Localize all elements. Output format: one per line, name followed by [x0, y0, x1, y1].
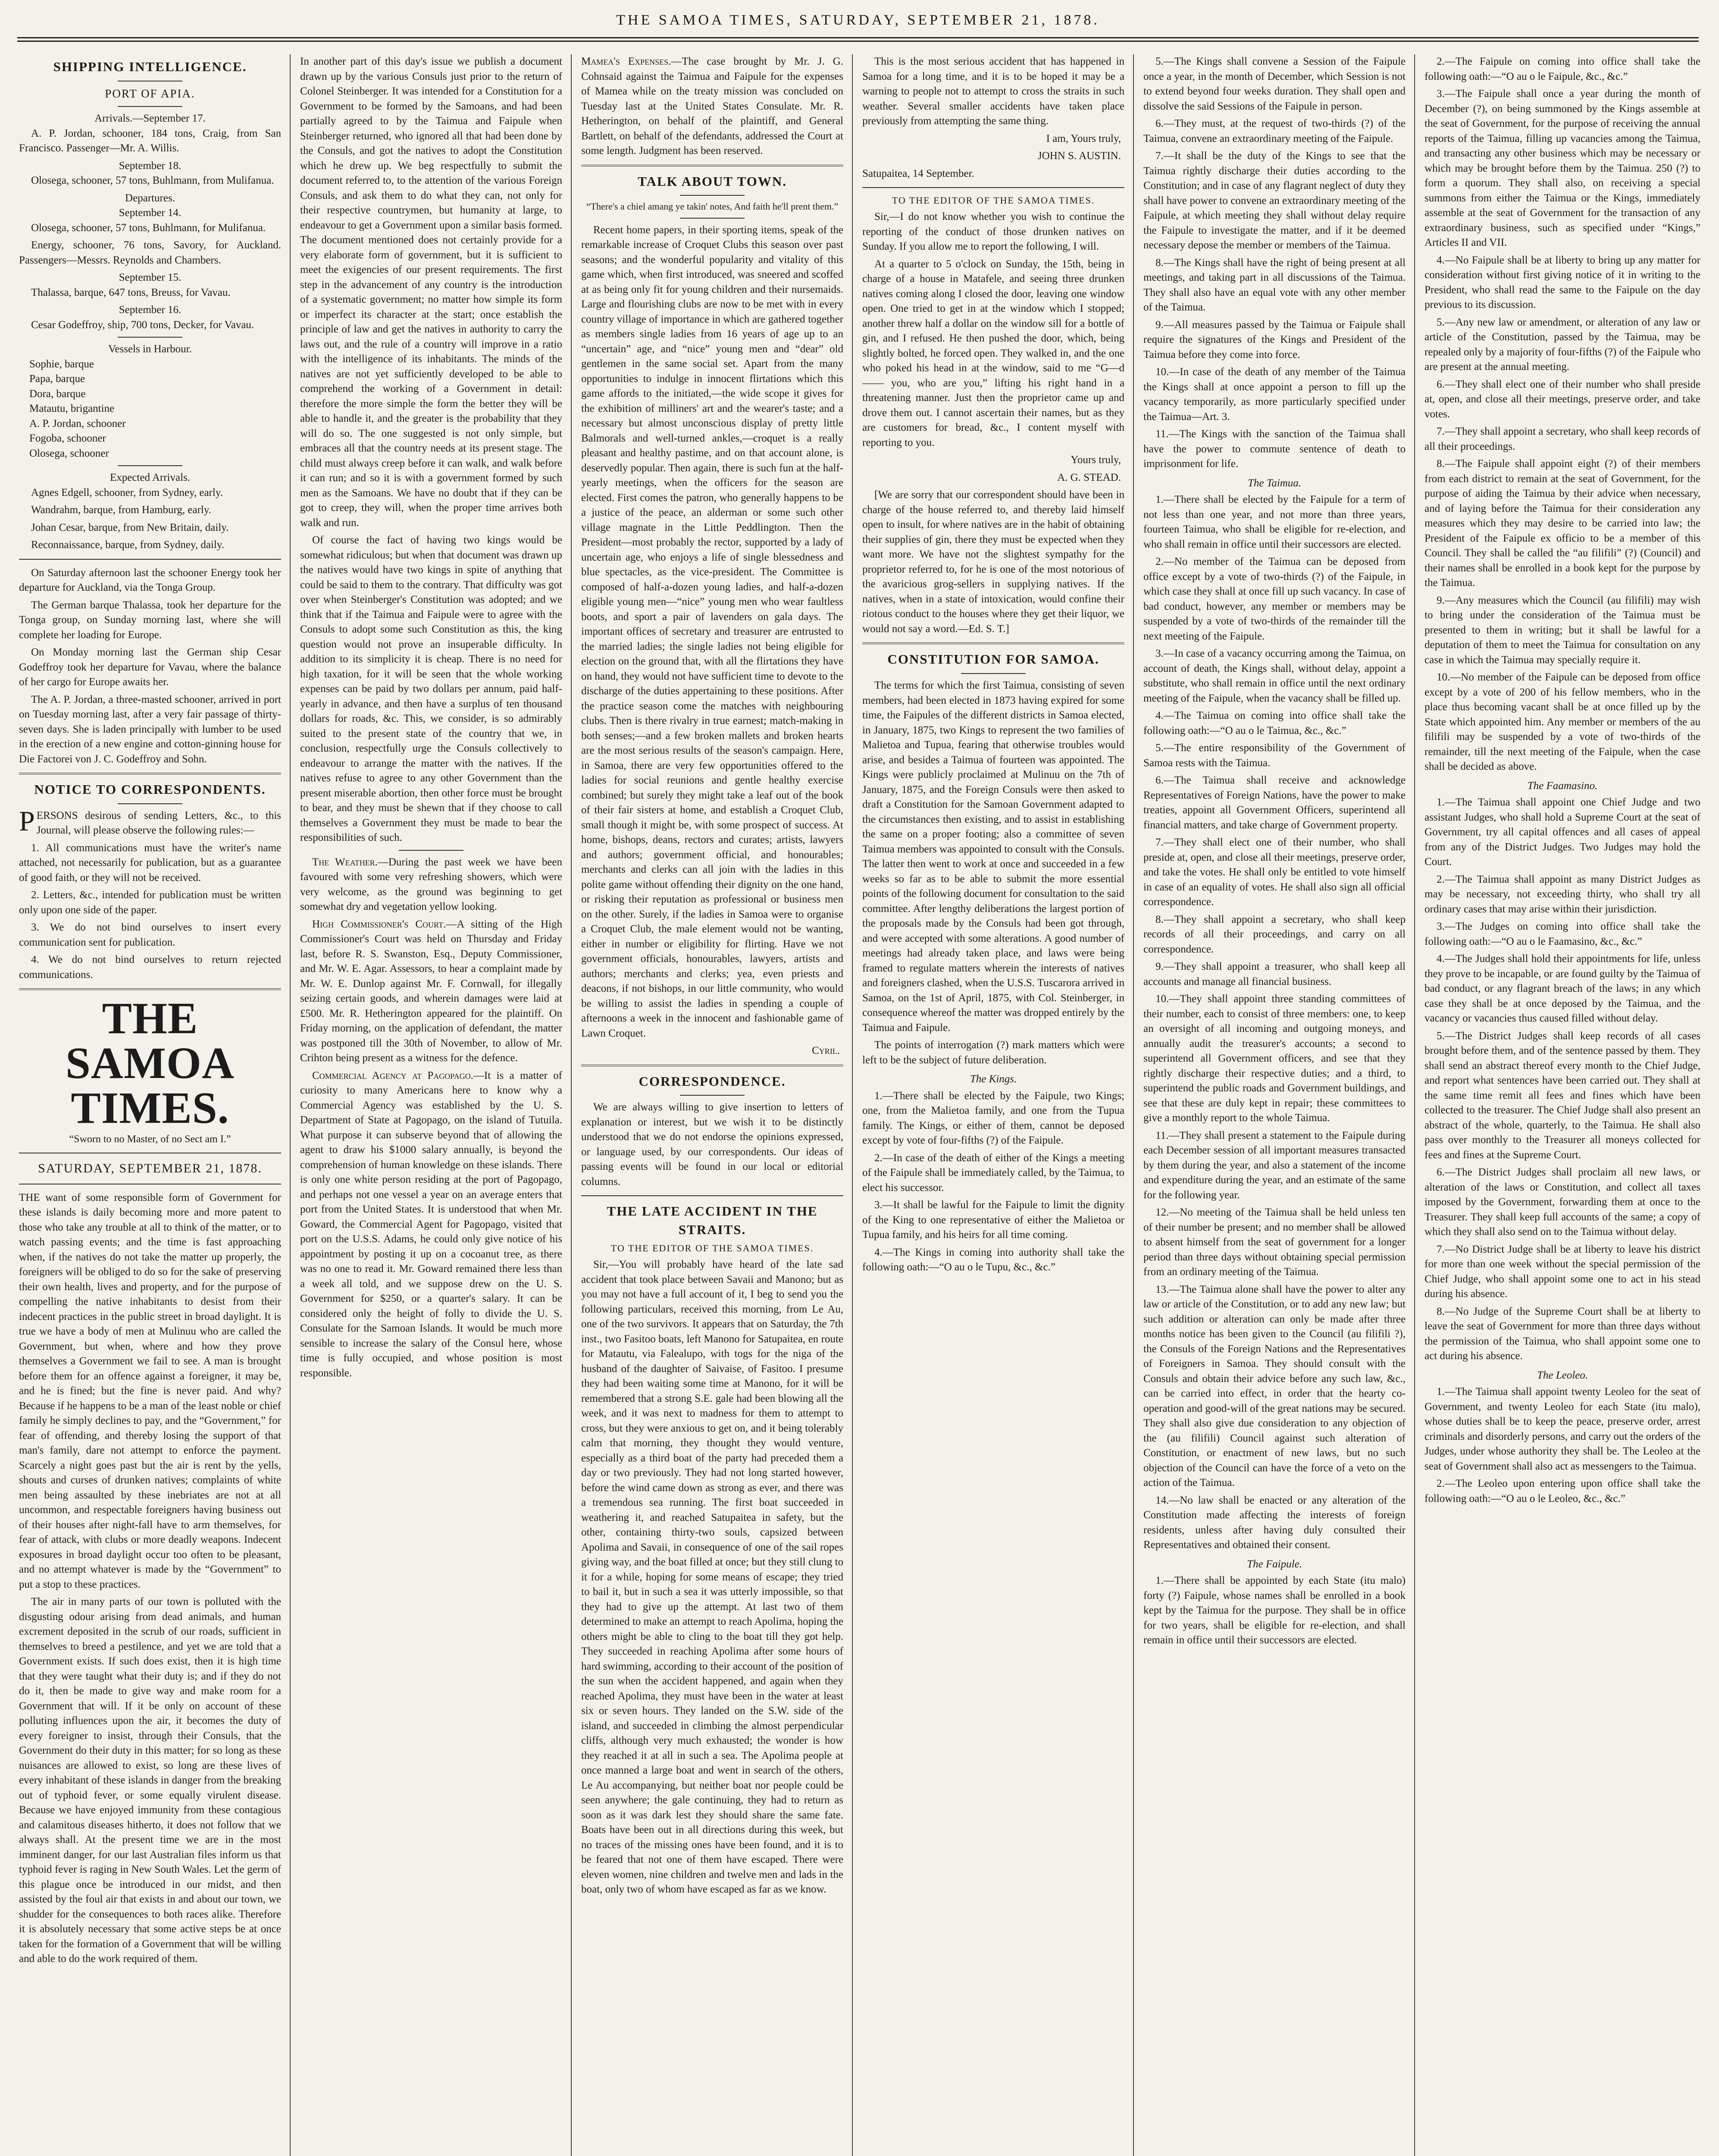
faamasino-article: 8.—No Judge of the Supreme Court shall be at liberty to leave the seat of Government for more than three days without the permission of the Taimua, who shall appoint some one to act during his absence. [1425, 1305, 1700, 1362]
faamasino-article: 6.—The District Judges shall proclaim all new laws, or alteration of the laws or Constitution, and collect all taxes imposed by the Government, forwarding them at once to the Treasurer. They shall keep full accounts of the same; a copy of which they shall also send on to the Taimua without delay. [1425, 1166, 1700, 1238]
column-4 [862, 54, 1124, 2156]
local-text: —During the past week we have been favoured with some very refreshing showers, which were very welcome, as the ground was beginning to get somewhat dry and vegetation yellow looking. [300, 856, 562, 912]
stead-letter: Sir,—I do not know whether you wish to continue the reporting of the conduct of those drunken natives on Sunday. If you allow me to report the following, I will. [862, 211, 1124, 253]
departure-entry: Olosega, schooner, 57 tons, Buhlmann, for Mulifanua. [31, 222, 266, 234]
taimua-article: 12.—No meeting of the Taimua shall be held unless ten of their number be present; and no member shall be allowed to absent himself from the seat of government for a longer period than three days without obtaining special permission from an ordinary meeting of the Taimua. [1143, 1206, 1406, 1278]
vessel-entry: Fogoba, schooner [29, 432, 106, 445]
taimua-article: 11.—They shall present a statement to the Faipule during each December session of all important measures transacted by them during the year, and also a statement of the income and expenditure during the year, and an estimate of the same for the following year. [1143, 1129, 1406, 1201]
letter-date: Satupaitea, 14 September. [862, 167, 974, 179]
masthead-motto: “Sworn to no Master, of no Sect am I.” [69, 1134, 231, 1145]
talk-signature: Cyril. [812, 1045, 840, 1057]
constitution-heading: CONSTITUTION FOR SAMOA. [887, 652, 1099, 667]
constitution-intro: The terms for which the first Taimua, consisting of seven members, had been elected in 1873 having expired for some time, the Faipules of the different districts in Samoa elected, in January, 1875, two Kings to represent the two families of Malietoa and Tupua, fearing that otherwise troubles would arise, and besides a Taimua of fourteen was appointed. The Kings were publicly proclaimed at Mulinuu on the 7th of January, 1875, and the Foreign Consuls were then asked to draft a Constitution for the Samoan Government adapted to the circumstances then existing, and to assist in establishing the same on a proper footing; also a committee of seven Taimua members was appointed to consult with the Consuls. The latter then went to work at once and succeeded in a few weeks so far as to be able to submit the more essential points of the following document for consultation to the said committee. After lengthy deliberations the largest portion of the proposals made by the Consuls had been got through, and were accepted with some alterations. A good number of meetings had already taken place, and laws were being framed to regulate matters wherein the interests of natives and foreigners clashed, when the U.S.S. Tuscarora arrived in Samoa, on the 1st of April, 1875, with Col. Steinberger, in consequence whereof the matter was dropped entirely by the Taimua and Faipule. [862, 680, 1124, 1034]
faamasino-article: 1.—The Taimua shall appoint one Chief Judge and two assistant Judges, who shall hold a Supreme Court at the seat of Government, try all capital offences and all cases of appeal from any of the District Judges. Two Judges may hold the Court. [1425, 796, 1700, 868]
taimua-article: 4.—The Taimua on coming into office shall take the following oath:—“O au o le Taimua, &c., &c.” [1143, 710, 1406, 736]
correspondence-notice: We are always willing to give insertion to letters of explanation or interest, but we wish it to be distinctly understood that we do not endorse the opinions expressed, or language used, by our correspondents. Our ideas of passing events will be found in our local or editorial columns. [581, 1101, 843, 1188]
kings-heading: The Kings. [970, 1073, 1017, 1085]
letter-signature: JOHN S. AUSTIN. [1037, 150, 1121, 162]
leader-paragraph: Of course the fact of having two kings would be somewhat ridiculous; but when that document was drawn up the natives would have two kings in spite of anything that could be said to them to the contrary. That difficulty was got over when Steinberger's Constitution was adopted; and we think that if the Taimua and Faipule were to agree with the Consuls to adopt some such Constitution as this, the king question would not prove an insuperable difficulty. In addition to its simplicity it is cheap. There is no need for high taxation, for it will be seen that the whole working expenses can be paid by two dollars per annum, paid half-yearly in advance, and then have a surplus of ten thousand dollars for roads, &c. This, we consider, is so admirably suited to the present state of the country that we, in conclusion, respectfully urge the Consuls collectively to endeavour to arrange the matter with the natives. If the natives refuse to agree to any other Government than the present miserable abortion, then other force must be brought to bear, and they must be shewn that if they choose to call themselves a Government they must be made to bear the responsibilities of such. [300, 534, 562, 843]
arrivals-heading: Arrivals.—September 17. [94, 113, 206, 125]
taimua-article: 1.—There shall be elected by the Faipule for a term of not less than one year, and not more than three years, fourteen Taimua, who shall be eligible for re-election, and who shall remain in office until their successors are elected. [1143, 494, 1406, 550]
faipule-article: 10.—No member of the Faipule can be deposed from office except by a vote of 200 of his fellow members, who in the place thus becoming vacant shall be at once filled up by the State which appointed him. Any member or members of the au filifili may be suspended by a vote of two-thirds of the remainder, till the next meeting of the Faipule, when the case shall be decided as above. [1425, 671, 1700, 772]
editor-note: [We are sorry that our correspondent should have been in charge of the house referred to, and thereby laid himself open to insult, for where natives are in the habit of obtaining their supplies of gin, there they must be expected when they want more. We have not the slightest sympathy for the proprietor referred to, for he is one of the most notorious of the avaricious grog-sellers in supplying natives. If the natives, when in a state of intoxication, would confine their riotous conduct to the houses where they get their liquor, we would not say a word.—Ed. S. T.] [862, 489, 1124, 635]
faamasino-article: 2.—The Taimua shall appoint as many District Judges as may be necessary, not exceeding thirty, who shall try all ordinary cases that may arise within their jurisdiction. [1425, 873, 1700, 915]
faamasino-heading: The Faamasino. [1527, 780, 1598, 792]
correspondents-intro: PERSONS desirous of sending Letters, &c., to this Journal, will please observe the following rules:— [19, 805, 281, 837]
correspondents-heading: NOTICE TO CORRESPONDENTS. [34, 782, 266, 797]
local-text: —The case brought by Mr. J. G. Cohnsaid against the Taimua and Faipule for the expenses of Mamea while on the treaty mission was concluded on Tuesday last at the United States Consulate. Mr. R. Hetherington, on behalf of the plaintiff, and General Bartlett, on behalf of the defendants, addressed the Court at some length. Judgment has been reserved. [581, 56, 843, 157]
faipule-article: 2.—The Faipule on coming into office shall take the following oath:—“O au o le Faipule, &c., &c.” [1425, 56, 1700, 82]
correspondents-rule: 4. We do not bind ourselves to return rejected communications. [19, 954, 281, 981]
constitution-intro: The points of interrogation (?) mark matters which were left to be the subject of future deliberation. [862, 1039, 1124, 1066]
divider [680, 1095, 745, 1096]
faipule-article: 8.—The Faipule shall appoint eight (?) of their members from each district to remain at the seat of Government, for the purpose of aiding the Taimua by their advice when necessary, and of laying before the Taimua for their consideration any measures which they may desire to be carried into law; the President of the Faipule ex officio to be a member of this Council. They shall be called the “au filifili” (?) (Council) and their names shall be enrolled in a book kept for the purpose by the Taimua. [1425, 458, 1700, 589]
faipule-article: 1.—There shall be appointed by each State (itu malo) forty (?) Faipule, whose names shall be enrolled in a book kept by the Taimua for the purpose. They shall be in office for two years, shall be eligible for re-election, and shall remain in office until their successors are elected. [1143, 1575, 1406, 1646]
column-5 [1143, 54, 1406, 2156]
issue-date: SATURDAY, SEPTEMBER 21, 1878. [38, 1161, 262, 1176]
faamasino-article: 4.—The Judges shall hold their appointments for life, unless they prove to be incapable, or are found guilty by the Taimua of bad conduct, or any flagrant breach of the laws; in any which case they shall be at once deposed by the Taimua, and the vacancy or vacancies thus caused filled without delay. [1425, 953, 1700, 1024]
kings-article: 3.—It shall be lawful for the Faipule to limit the dignity of the King to one representative of either the Malietoa or Tupua family, and his heirs for all time coming. [862, 1199, 1124, 1241]
correspondents-rule: 1. All communications must have the writer's name attached, not necessarily for publication, but as a guarantee of good faith, or they will not be received. [19, 842, 281, 884]
kings-article: 4.—The Kings in coming into authority shall take the following oath:—“O au o le Tupu, &c., &c.” [862, 1246, 1124, 1273]
date-subheading: September 14. [119, 207, 182, 219]
taimua-article: 5.—The entire responsibility of the Government of Samoa rests with the Taimua. [1143, 742, 1406, 769]
departure-entry: Cesar Godeffroy, ship, 700 tons, Decker, for Vavau. [31, 319, 254, 331]
column-rule [852, 54, 853, 2156]
faipule-article: 7.—They shall appoint a secretary, who shall keep records of all their proceedings. [1425, 426, 1700, 452]
port-heading: PORT OF APIA. [105, 87, 195, 100]
divider [118, 803, 182, 804]
vessel-entry: Dora, barque [29, 388, 86, 400]
divider [19, 1184, 281, 1185]
column-rule [1414, 54, 1415, 2156]
vessel-entry: Olosega, schooner [29, 447, 109, 459]
departures-heading: Departures. [125, 192, 175, 204]
kings-article: 9.—All measures passed by the Taimua or Faipule shall require the signatures of the Kings and President of the Taimua before they come into force. [1143, 319, 1406, 360]
stead-letter: At a quarter to 5 o'clock on Sunday, the 15th, being in charge of a house in Matafele, and seeing three drunken natives coming along I closed the door, leaving one window open. One tried to get in at the window which I stopped; another threw half a dollar on the window sill for a bottle of gin, and I refused. He then pushed the door, which, being slightly bolted, he forced open. They walked in, and the one who poked his head in at the window, said to me “G—d—— you, who are you,” lifting his right hand in a threatening manner. Just then the proprietor came up and drove them out. I cannot ascertain their names, but as they are customers for bread, &c., I content myself with reporting to you. [862, 258, 1124, 448]
local-lead: Mamea's Expenses. [581, 56, 671, 67]
faipule-article: 6.—They shall elect one of their number who shall preside at, open, and close all their meetings, preserve order, and take votes. [1425, 378, 1700, 420]
local-lead: The Weather. [312, 856, 378, 868]
correspondence-heading: CORRESPONDENCE. [639, 1073, 786, 1089]
to-editor: TO THE EDITOR OF THE SAMOA TIMES. [892, 195, 1095, 206]
divider [581, 1065, 843, 1066]
letter-signature: A. G. STEAD. [1057, 471, 1121, 483]
running-head: THE SAMOA TIMES, SATURDAY, SEPTEMBER 21, 1878. [616, 12, 1100, 28]
faamasino-article: 7.—No District Judge shall be at liberty to leave his district for more than one week without the special permission of the Chief Judge, who shall appoint some one to act in his stead during his absence. [1425, 1243, 1700, 1300]
divider [19, 988, 281, 990]
talk-heading: TALK ABOUT TOWN. [638, 173, 787, 189]
local-text: —It is a matter of curiosity to many Americans here to know why a Commercial Agency was established by the U. S. Department of State at Pagopago, on the island of Tutuila. What purpose it can subserve beyond that of allowing the agent to draw his $1000 salary annually, is beyond the comprehension of human knowledge on these islands. There is only one white person residing at the port of Pagopago, and perhaps not one vessel a year on an average enters that port from the United States. It is understood that when Mr. Goward, the Commercial Agent for Pagopago, visited that port on the U.S.S. Adams, he could only give notice of his appointment by posting it up on a cocoanut tree, as there was no one to read it. Mr. Goward remained there less than a week all told, and we suppose drew on the U. S. Government for $250, or a quarter's salary. It can be considered only the height of folly to divide the U. S. Consulate for the Samoan Islands. It would be much more sensible to increase the salary of the Consul here, whose time is fully occupied, and whose position is most responsible. [300, 1069, 562, 1379]
divider [961, 673, 1026, 674]
expected-entry: Wandrahm, barque, from Hamburg, early. [31, 504, 211, 516]
vessels-heading: Vessels in Harbour. [108, 343, 192, 355]
column-rule [290, 54, 291, 2156]
column-rule [1133, 54, 1134, 2156]
divider [399, 850, 463, 851]
column-3 [581, 54, 843, 2156]
talk-quote: “There's a chiel amang ye takin' notes, And faith he'll prent them.” [586, 201, 839, 212]
column-2 [300, 54, 562, 2156]
masthead-title: THE SAMOA TIMES. [65, 993, 235, 1133]
taimua-article: 7.—They shall elect one of their number, who shall preside at, open, and close all their meetings, preserve order, and take the votes. He shall only be entitled to vote himself in case of an equality of votes. He shall also sign all official correspondence. [1143, 837, 1406, 908]
taimua-article: 2.—No member of the Taimua can be deposed from office except by a vote of two-thirds (?) of the Faipule, in which case they shall at once fill up such vacancy. In case of bad conduct, however, any member or members may be suspended by a vote of two-thirds of the remainder till the next meeting of the Faipule. [1143, 556, 1406, 642]
kings-article: 1.—There shall be elected by the Faipule, two Kings; one, from the Malietoa family, and one from the Tupua family. The Kings, or either of them, cannot be deposed except by vote of four-fifths (?) of the Faipule. [862, 1090, 1124, 1147]
straits-letter: Sir,—You will probably have heard of the late sad accident that took place between Savaii and Manono; but as you may not have a full account of it, I beg to send you the following particulars, received this morning, from Le Au, one of the two survivors. It appears that on Saturday, the 7th inst., two Fasitoo boats, left Manono for Satupaitea, en route for Matautu, via Falealupo, with togs for the niga of the husband of the daughter of Saivaise, of Fasitoo. I presume they had been waiting some time at Manono, for it will be remembered that a strong S.E. gale had been blowing all the week, and it was next to madness for them to attempt to cross, but they were anxious to get on, and it being tolerably calm that morning, they thought they would venture, especially as a third boat of the party had preceded them a day or two previously. They had not long started however, before the wind came down as strong as ever, and there was a tremendous sea running. The first boat succeeded in weathering it, and reached Satupaitea in safety, but the other, containing thirty-two souls, capsized between Apolima and Savaii, in consequence of one of the sail ropes giving way, and the boat filled at once; but they still clung to it for a while, hoping for some means of escape; they tried to bail it, but in such a sea it was utterly impossible, so that they had to give up the attempt. At last two of them determined to make an attempt to reach Apolima, hoping the others might be able to cling to the boat till they got help. They succeeded in reaching Apolima after some hours of hard swimming, according to their account of the position of the sun when the accident happened, and again when they reached Apolima, they must have been in the water at least six or seven hours. They landed on the S.W. side of the island, and succeeded in climbing the almost perpendicular cliffs, although very much exhausted; the wonder is how they reached it at all in such a sea. The Apolima people at once manned a large boat and went in search of the others, Le Au accompanying, but neither boat nor people could be seen anywhere; the gale continuing, they had to return as soon as it was dark lest they should share the same fate. Boats have been out in all directions during this week, but no traces of the missing ones have been found, and it is to be feared that not one of them have escaped. There were eleven women, nine children and twelve men and lads in the boat, only two of whom have escaped as far as we know. [581, 1259, 843, 1896]
shipping-note: The German barque Thalassa, took her departure for the Tonga group, on Sunday morning last, where she will complete her loading for Europe. [19, 599, 281, 641]
date-subheading: September 16. [119, 304, 182, 316]
shipping-note: On Monday morning last the German ship Cesar Godeffroy took her departure for Vavau, where the balance of her cargo for Europe awaits her. [19, 646, 281, 688]
divider [118, 337, 182, 338]
local-court [300, 917, 562, 1066]
arrival-entry: A. P. Jordan, schooner, 184 tons, Craig, from San Francisco. Passenger—Mr. A. Willis. [19, 127, 281, 154]
local-lead: High Commissioner's Court. [312, 918, 446, 930]
talk-paragraph: Recent home papers, in their sporting items, speak of the remarkable increase of Croquet Clubs this season over past seasons; and the wonderful popularity and vitality of this game which, when first introduced, was sneered and scoffed at as being only fit for young children and their nursemaids. Large and flourishing clubs are now to be met with in every country village of importance in which are gathered together as members single ladies from 16 years of age up to an “uncertain” age, and “nice” young men and “dear” old gentlemen in the same social set. Apart from the many opportunities to indulge in innocent flirtations which this game affords to the initiated,—the wide scope it gives for the exhibition of milliners' art and the wearer's taste; and a necessary but almost unconscious display of pretty little Balmorals and well-turned ankles,—croquet is a really pleasant and healthy pastime, and on that account alone, is deservedly popular. Then again, there is such fun at the half-yearly meetings, when the officers for the season are elected. First comes the patron, who generally happens to be a justice of the peace, an alderman or some such other village magnate in the Little Peddlington. Then the President—most probably the rector, supported by a lady of uncertain age, who enjoys a life of single blessedness and blue spectacles, as the vice-president. The Committee is composed of half-a-dozen young ladies, and half-a-dozen eligible young men—“nice” young men who wear faultless boots, and sport a pair of lavenders on gala days. The important offices of secretary and treasurer are entrusted to the married ladies; the single ladies not being eligible for election on the ground that, with all the flirtations they have on hand, they would not have sufficient time to devote to the discharge of the duties appertaining to these positions. After the practice season come the matches with neighbouring clubs. Then is there rivalry in true earnest; match-making in both senses;—and a few broken mallets and broken hearts are the most serious results of the season's campaign. Here, in Samoa, there are very few opportunities offered to the ladies for social reunions and gentle healthy exercise combined; but surely they might take a leaf out of the book of their fair sisters at home, and establish a Croquet Club, small though it might be, with some prospect of success. At home, bishops, deans, rectors and curates; artists, lawyers and authors; government official, and honourables; merchants and clerks can all join with the ladies in this polite game without offending their dignity on the one hand, or risking their reputation as professional or business men on the other. Surely, if the ladies in Samoa were to organise a Croquet Club, the male element would not be wanting, either in number or eligibility for flirting. Have we not government officials, honourables, lawyers, artists and authors; merchants and clerks; yea, even priests and deacons, if not bishops, in our little community, who would be willing to assist the ladies in spending a couple of afternoons a week in the innocent and fashionable game of Lawn Croquet. [581, 224, 843, 1039]
leader-paragraph: The air in many parts of our town is polluted with the disgusting odour arising from dead animals, and human excrement deposited in the scrub of our roads, sufficient in themselves to breed a pestilence, and yet we are told that a Government exists. If such does exist, then it is high time that they were taught what their duty is; and if they do not do it, then be made to give way and make room for a Government that will. If it be only on account of these polluting influences upon the air, it becomes the duty of every foreigner to insist, through their Consuls, that the Government do their duty in this matter; for so long as these nuisances are allowed to exist, so long are these lives of every inhabitant of these islands in danger from the breaking out of typhoid fever, or some equally virulent disease. Because we have enjoyed immunity from these contagious and calamitous diseases hitherto, it does not follow that we always shall. At the present time we are in the most imminent danger, for our last Australian files inform us that typhoid fever is raging in New South Wales. Let the germ of this plague once be introduced in our midst, and then assisted by the foul air that exists in and about our town, we shudder for the consequences to both races alike. Therefore it is absolutely necessary that some active steps be at once taken for the formation of a Government that will be willing and able to do the work required of them. [19, 1596, 281, 1965]
expected-heading: Expected Arrivals. [110, 472, 191, 484]
shipping-note: The A. P. Jordan, a three-masted schooner, arrived in port on Tuesday morning last, after a very fair passage of thirty-seven days. She is laden principally with lumber to be used in the erection of a new engine and cotton-ginning house for Die Factorei von J. C. Godeffroy and Sohn. [19, 693, 281, 765]
divider [680, 218, 745, 219]
local-text: —A sitting of the High Commissioner's Court was held on Thursday and Friday last, before R. S. Swanston, Esq., Deputy Commissioner, and Mr. W. E. Agar. Assessors, to hear a complaint made by Mr. W. E. Dunlop against Mr. F. Cornwall, for illegally seizing certain goods, and wherein damages were laid at £500. Mr. R. Hetherington appeared for the plaintiff. On Friday morning, on the application of defendant, the matter was postponed till the 30th of November, to allow of Mr. Crihton being present as a witness for the defence. [300, 918, 562, 1064]
letter-close: I am, Yours truly, [1046, 132, 1121, 144]
departure-entry: Thalassa, barque, 647 tons, Breuss, for Vavau. [31, 286, 231, 298]
faipule-article: 9.—Any measures which the Council (au filifili) may wish to bring under the consideration of the Taimua must be presented to them in writing; but it shall be lawful for a deputation of them to meet the Taimua for consultation on any case in which the Taimua may specially require it. [1425, 594, 1700, 666]
taimua-article: 14.—No law shall be enacted or any alteration of the Constitution made affecting the interests of foreign residents, unless after having duly consulted their Representatives and obtained their consent. [1143, 1494, 1406, 1551]
vessel-entry: Sophie, barque [29, 358, 94, 370]
leoleo-article: 1.—The Taimua shall appoint twenty Leoleo for the seat of Government, and twenty Leoleo for each State (itu malo), whose duties shall be to keep the peace, preserve order, arrest criminals and disorderly persons, and carry out the orders of the Judges, under whose authority they shall be. The Leoleo at the seat of Government shall also act as messengers to the Taimua. [1425, 1386, 1700, 1472]
taimua-article: 8.—They shall appoint a secretary, who shall keep records of all their proceedings, and carry on all correspondence. [1143, 913, 1406, 955]
local-weather [300, 855, 562, 915]
divider [19, 773, 281, 774]
kings-article: 11.—The Kings with the sanction of the Taimua shall have the power to commute sentence of death to imprisonment for life. [1143, 428, 1406, 470]
expected-entry: Agnes Edgell, schooner, from Sydney, early. [31, 486, 223, 498]
divider [581, 165, 843, 166]
divider [680, 195, 745, 196]
divider [581, 1195, 843, 1196]
leoleo-heading: The Leoleo. [1537, 1369, 1588, 1381]
header-rule [17, 37, 1699, 38]
date-subheading: September 18. [119, 160, 182, 172]
vessel-entry: Matautu, brigantine [29, 403, 115, 415]
column-1 [19, 54, 281, 2156]
letter-close: Yours truly, [1071, 454, 1121, 466]
kings-article: 2.—In case of the death of either of the Kings a meeting of the Faipule shall be immediately called, by the Taimua, to elect his successor. [862, 1152, 1124, 1194]
date-subheading: September 15. [119, 272, 182, 284]
arrival-entry: Olosega, schooner, 57 tons, Buhlmann, from Mulifanua. [31, 175, 274, 187]
local-lead: Commercial Agency at Pagopago. [312, 1069, 473, 1081]
taimua-article: 6.—The Taimua shall receive and acknowledge Representatives of Foreign Nations, have the power to make treaties, appoint all Government Officers, superintend all financial matters, and take charge of Government property. [1143, 774, 1406, 831]
divider [118, 106, 182, 107]
faipule-heading: The Faipule. [1247, 1558, 1302, 1570]
divider [19, 559, 281, 560]
kings-article: 8.—The Kings shall have the right of being present at all meetings, and taking part in all discussions of the Taimua. They shall also have an equal vote with any other member of the Taimua. [1143, 257, 1406, 313]
correspondents-rule: 2. Letters, &c., intended for publication must be written only upon one side of the paper. [19, 889, 281, 916]
straits-heading: THE LATE ACCIDENT IN THE STRAITS. [607, 1203, 818, 1238]
shipping-heading: SHIPPING INTELLIGENCE. [53, 59, 247, 74]
taimua-article: 3.—In case of a vacancy occurring among the Taimua, on account of death, the Kings shall, without delay, appoint a substitute, who shall remain in office until the next ordinary meeting of the Faipule, when the vacancy shall be filled up. [1143, 648, 1406, 704]
divider [862, 187, 1124, 188]
to-editor: TO THE EDITOR OF THE SAMOA TIMES. [611, 1242, 814, 1253]
local-agency [300, 1069, 562, 1381]
faipule-article: 5.—Any new law or amendment, or alteration of any law or article of the Constitution, passed by the Taimua, may be repealed only by a majority of four-fifths (?) of the Faipule who are present at the annual meeting. [1425, 316, 1700, 373]
kings-article: 7.—It shall be the duty of the Kings to see that the Taimua rightly discharge their duties according to the Constitution; and in case of any flagrant neglect of duty they shall have power to convene an extraordinary meeting of the Faipule, at which meeting they shall without delay require the Faipule to investigate the matter, and if it be deemed necessary depose the member or members of the Taimua. [1143, 150, 1406, 251]
header-rule-thin [17, 41, 1699, 42]
taimua-heading: The Taimua. [1247, 477, 1302, 489]
shipping-note: On Saturday afternoon last the schooner Energy took her departure for Auckland, via the Tonga Group. [19, 567, 281, 594]
leader-paragraph: THE want of some responsible form of Government for these islands is daily becoming more and more patent to those who take any trouble at all to think of the matter, or to watch passing events; and the time is fast approaching when, if the natives do not take the matter up properly, the foreigners will be obliged to do so for the sake of preserving their own health, lives and property, and for the purpose of compelling the native inhabitants to desist from their indecent practices in the public street in broad daylight. It is true we have a body of men at Mulinuu who are called the Government, but when, where and how they prove themselves a Government we fail to see. A man is brought before them for an offence against a foreigner, it may be, and he is fined; but the fine is never paid. And why? Because if he happens to be a man of the least noble or chief family he simply declines to pay, and the “Government,” for fear of offending, and thereby losing the support of that man's family, dare not attempt to enforce the payment. Scarcely a night goes past but the air is rent by the yells, shouts and curses of drunken natives; complaints of white men being assaulted by these inebriates are not at all uncommon, and respectable foreigners having business out of their houses after night-fall have to arm themselves, for fear of attack, with clubs or more deadly weapons. Indecent exposures in broad daylight occur too often to be pleasant, and no attempt whatever is made by the “Government” to put a stop to these practices. [19, 1191, 281, 1590]
vessel-entry: A. P. Jordan, schooner [29, 417, 126, 429]
faipule-article: 4.—No Faipule shall be at liberty to bring up any matter for consideration without first giving notice of it in writing to the President, who shall read the same to the Faipule on the day previous to its discussion. [1425, 254, 1700, 310]
faipule-article: 3.—The Faipule shall once a year during the month of December (?), on being summoned by the Kings assemble at the seat of Government, for the purpose of receiving the annual reports of the Taimua, filling up vacancies among the Taimua, and transacting any other business which may be necessary or which may be brought before them by the Taimua. 250 (?) to form a quorum. They shall also, on receiving a special summons from either the Taimua or the Kings, immediately assemble at the seat of Government for the transaction of any extraordinary business, such as specified under “Kings,” Articles II and VII. [1425, 88, 1700, 248]
leoleo-article: 2.—The Leoleo upon entering upon office shall take the following oath:—“O au o le Leoleo, &c., &c.” [1425, 1478, 1700, 1504]
kings-article: 6.—They must, at the request of two-thirds (?) of the Taimua, convene an extraordinary meeting of the Faipule. [1143, 118, 1406, 144]
divider [118, 465, 182, 466]
taimua-article: 10.—They shall appoint three standing committees of their number, each to consist of three members: one, to keep an oversight of all incoming and outgoing moneys, and annually audit the treasurer's accounts; a second to superintend all Government officers, and see that they rightly discharge their respective duties; and a third, to superintend the public roads and Government buildings, and see that these are duly kept in repair; these committees to give a monthly report to the whole Taimua. [1143, 993, 1406, 1124]
column-rule [571, 54, 572, 2156]
expected-entry: Reconnaissance, barque, from Sydney, daily. [31, 539, 225, 551]
kings-article: 10.—In case of the death of any member of the Taimua the Kings shall at once appoint a person to fill up the vacancy temporarily, as more particularly specified under the Taimua—Art. 3. [1143, 366, 1406, 423]
vessel-entry: Papa, barque [29, 373, 85, 385]
column-6 [1425, 54, 1700, 2156]
taimua-article: 13.—The Taimua alone shall have the power to alter any law or article of the Constitution, or to add any new law; but such addition or alteration can only be made after three months notice has been given to the Council (au filifili ?), the Consuls of the Foreign Nations and the Representatives of Foreigners in Samoa. They should consult with the Consuls and obtain their advice before any such law, &c., can be carried into effect, in order that the hearty co-operation and good-will of the great nations may be secured. They shall also give due consideration to any objection of the (au filifili) Council against such alteration of Constitution, or enactment of new laws, but no such objection of the Council can have the force of a veto on the action of the Taimua. [1143, 1283, 1406, 1489]
correspondents-rule: 3. We do not bind ourselves to insert every communication sent for publication. [19, 921, 281, 948]
kings-article: 5.—The Kings shall convene a Session of the Faipule once a year, in the month of December, which Session is not to extend beyond four weeks duration. They shall open and dissolve the said Sessions of the Faipule in person. [1143, 56, 1406, 112]
expected-entry: Johan Cesar, barque, from New Britain, daily. [31, 521, 229, 533]
faamasino-article: 3.—The Judges on coming into office shall take the following oath:—“O au o le Faamasino, &c., &c.” [1425, 921, 1700, 947]
departure-entry: Energy, schooner, 76 tons, Savory, for Auckland. Passengers—Messrs. Reynolds and Chambers. [19, 239, 281, 266]
taimua-article: 9.—They shall appoint a treasurer, who shall keep all accounts and manage all financial business. [1143, 961, 1406, 987]
faamasino-article: 5.—The District Judges shall keep records of all cases brought before them, and of the sentence passed by them. They shall send an abstract thereof every month to the Chief Judge, and report what sentences have been carried out. They shall at the same time remit all fees and fines which have been collected to the treasurer. The Chief Judge shall also present an abstract of the whole, quarterly, to the Taimua. He shall also pass over monthly to the Treasurer all moneys collected for fees and fines at the Supreme Court. [1425, 1030, 1700, 1161]
local-expenses [581, 54, 843, 159]
leader-paragraph: In another part of this day's issue we publish a document drawn up by the various Consuls just prior to the return of Colonel Steinberger. It was intended for a Constitution for a Government to be formed by the Samoans, and had been partially agreed to by the Taimua and Faipule when Steinberger returned, who ignored all that had been done by the Consuls, and got the natives to adopt the Constitution which he drew up. We beg respectfully to submit the document referred to, to the attention of the various Foreign Consuls, and ask them to do what they can, not only for their respective countrymen, but humanity at large, to endeavour to get a Government upon a similar basis formed. The document mentioned does not certainly provide for a very elaborate form of government, but it is sufficient to meet the exigencies of our present requirements. The first step in the advancement of any country is the introduction of a systematic government; no matter how simple its form or imperfect its character at the start; once establish the principle of law and get the natives in authority to carry the laws out, and the rule of a country will improve in a ratio with the intelligence of its inhabitants. The minds of the natives are not yet sufficiently developed to be able to comprehend the working of a Government in detail: therefore the more simple the form the better they will be able to handle it, and the greater is the probability that they will do so. The one suggested is not only simple, but embraces all that the country needs at its present stage. The child must always creep before it can walk, and walk before it can run; and so it is with a government formed by such men as the Samoans. We have no doubt that if they can be got to creep, they will, when the proper time arrives both walk and run. [300, 56, 562, 529]
divider [862, 642, 1124, 644]
straits-letter: This is the most serious accident that has happened in Samoa for a long time, and it is to be hoped it may be a warning to people not to attempt to cross the straits in such weather. Several smaller accidents have taken place previously from attempting the same thing. [862, 56, 1124, 127]
